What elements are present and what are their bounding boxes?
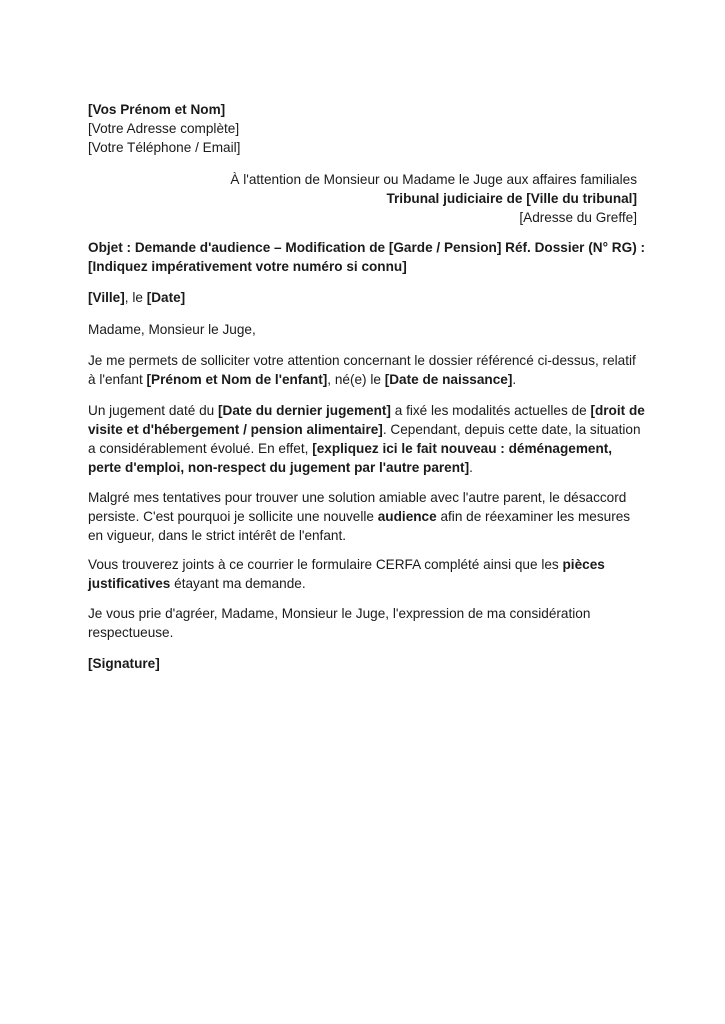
salutation-text: Madame, Monsieur le Juge, — [88, 322, 256, 337]
letter-date: [Date] — [146, 290, 186, 305]
place-connector: , le — [124, 290, 147, 305]
text-fragment: . — [469, 460, 473, 475]
paragraph-2-line-2 — [88, 420, 640, 439]
signature: [Signature] — [88, 656, 160, 671]
sender-contact: [Votre Téléphone / Email] — [88, 140, 241, 155]
subject-line-1: Objet : Demande d'audience – Modification de [Garde / Pension] Réf. Dossier (N° RG) : — [88, 240, 646, 255]
new-fact: [expliquez ici le fait nouveau : déménagement, — [312, 441, 613, 456]
text-fragment: à l'enfant — [88, 372, 147, 387]
paragraph-4 — [88, 555, 640, 593]
paragraph-1 — [88, 351, 640, 389]
paragraph-1-line-2 — [88, 370, 640, 389]
recipient-court — [77, 189, 637, 208]
text-fragment: persiste. C'est pourquoi je sollicite une nouvelle — [88, 509, 378, 524]
paragraph-1-line-1: Je me permets de solliciter votre attention concernant le dossier référencé ci-dessus, relatif — [88, 353, 636, 368]
judgment-date: [Date du dernier jugement] — [217, 403, 391, 418]
text-fragment: Vous trouverez joints à ce courrier le formulaire CERFA complété ainsi que les — [88, 557, 563, 572]
subject-block — [88, 238, 648, 276]
recipient-block — [77, 170, 637, 227]
text-fragment: a considérablement évolué. En effet, — [88, 441, 313, 456]
paragraph-4-line-2 — [88, 574, 640, 593]
text-fragment: . — [512, 372, 517, 387]
supporting-docs: pièces — [562, 557, 605, 572]
custody-terms: [droit de — [590, 403, 645, 418]
child-name: [Prénom et Nom de l'enfant] — [146, 372, 328, 387]
place-date — [88, 288, 640, 307]
court-prefix: Tribunal judiciaire de — [386, 191, 527, 206]
audience-word: audience — [377, 509, 437, 524]
paragraph-2-line-4 — [88, 458, 640, 477]
sender-name: [Vos Prénom et Nom] — [88, 102, 226, 117]
closing-line-1: Je vous prie d'agréer, Madame, Monsieur le Juge, l'expression de ma considération — [88, 606, 591, 621]
paragraph-2-line-1 — [88, 401, 645, 420]
recipient-attention: À l'attention de Monsieur ou Madame le Juge aux affaires familiales — [230, 172, 637, 187]
paragraph-4-line-1 — [88, 555, 640, 574]
text-fragment: afin de réexaminer les mesures — [436, 509, 631, 524]
sender-address: [Votre Adresse complète] — [88, 121, 240, 136]
text-fragment: étayant ma demande. — [170, 576, 306, 591]
closing — [88, 604, 640, 642]
court-city: [Ville du tribunal] — [526, 191, 637, 206]
text-fragment: , né(e) le — [327, 372, 385, 387]
place-city: [Ville] — [88, 290, 125, 305]
signature-block — [88, 654, 640, 673]
paragraph-2-line-3 — [88, 439, 640, 458]
recipient-court-address: [Adresse du Greffe] — [519, 210, 637, 225]
subject-line-2: [Indiquez impérativement votre numéro si connu] — [88, 259, 407, 274]
text-fragment: . Cependant, depuis cette date, la situation — [382, 422, 641, 437]
paragraph-3 — [88, 488, 640, 545]
supporting-docs-cont: justificatives — [88, 576, 171, 591]
custody-terms-cont: visite et d'hébergement / pension alimentaire] — [88, 422, 383, 437]
new-fact-cont: perte d'emploi, non-respect du jugement par l'autre parent] — [88, 460, 470, 475]
paragraph-2 — [88, 401, 645, 477]
paragraph-3-line-2 — [88, 507, 640, 526]
text-fragment: Un jugement daté du — [88, 403, 218, 418]
paragraph-3-line-3: en vigueur, dans le strict intérêt de l'enfant. — [88, 528, 347, 543]
text-fragment: a fixé les modalités actuelles de — [390, 403, 591, 418]
sender-block — [88, 100, 640, 157]
salutation — [88, 320, 640, 339]
closing-line-2: respectueuse. — [88, 625, 174, 640]
birth-date: [Date de naissance] — [384, 372, 513, 387]
paragraph-3-line-1: Malgré mes tentatives pour trouver une solution amiable avec l'autre parent, le désaccord — [88, 490, 627, 505]
